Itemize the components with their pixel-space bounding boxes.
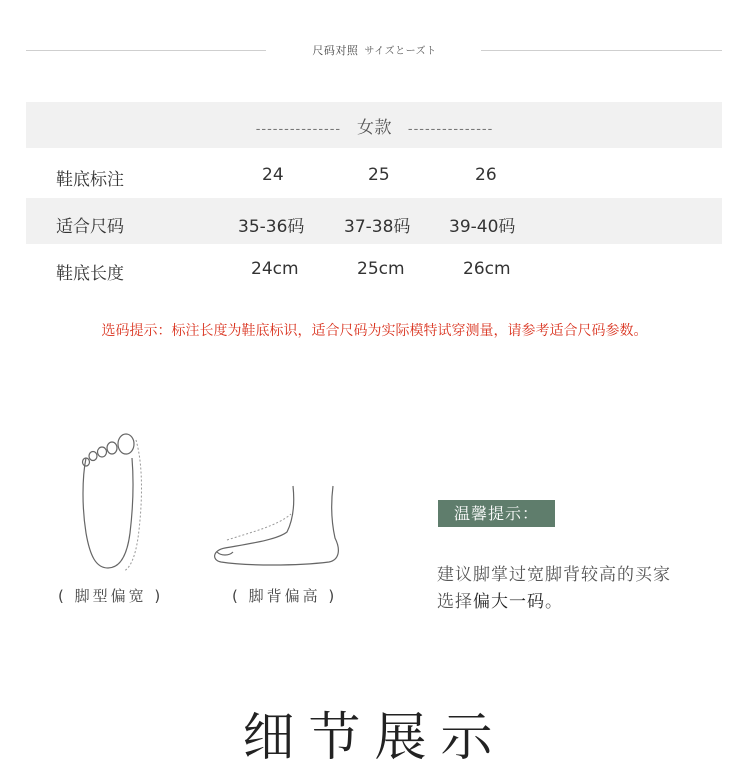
wide-foot-caption: ( 脚型偏宽 ) bbox=[58, 587, 164, 605]
cell-fit-size-2: 37-38码 bbox=[344, 217, 411, 237]
size-selection-notice: 选码提示：标注长度为鞋底标识，适合尺码为实际模特试穿测量，请参考适合尺码参数。 bbox=[101, 323, 648, 339]
high-instep-caption: ( 脚背偏高 ) bbox=[232, 587, 338, 605]
cell-fit-size-1: 35-36码 bbox=[238, 217, 305, 237]
wide-foot-icon bbox=[72, 428, 152, 573]
tip-line-2-prefix: 选择 bbox=[437, 592, 473, 612]
section-dashes-right: --------------- bbox=[407, 122, 494, 137]
section-title bbox=[0, 113, 749, 138]
section-dashes-left: --------------- bbox=[255, 122, 342, 137]
tip-badge: 温馨提示： bbox=[438, 500, 555, 527]
row-label-fit-size: 适合尺码 bbox=[56, 217, 124, 237]
section-title-text: 女款 bbox=[357, 118, 392, 138]
high-instep-foot-icon bbox=[207, 480, 342, 570]
tip-line-2 bbox=[437, 587, 563, 612]
size-chart-heading bbox=[0, 42, 749, 58]
tip-line-2-emphasis: 偏大一码 bbox=[473, 592, 545, 612]
cell-sole-mark-3: 26 bbox=[475, 165, 497, 185]
row-label-sole-length: 鞋底长度 bbox=[56, 264, 124, 284]
size-chart-title: 尺码对照 bbox=[312, 44, 359, 57]
cell-sole-length-3: 26cm bbox=[463, 259, 511, 279]
cell-sole-length-1: 24cm bbox=[251, 259, 299, 279]
cell-sole-mark-1: 24 bbox=[262, 165, 284, 185]
row-label-sole-mark: 鞋底标注 bbox=[56, 170, 124, 190]
tip-line-1: 建议脚掌过宽脚背较高的买家 bbox=[437, 565, 671, 585]
cell-sole-length-2: 25cm bbox=[357, 259, 405, 279]
cell-sole-mark-2: 25 bbox=[368, 165, 390, 185]
size-chart-title-jp: サイズとーズト bbox=[364, 46, 437, 57]
cell-fit-size-3: 39-40码 bbox=[449, 217, 516, 237]
details-heading: 细节展示 bbox=[242, 708, 507, 768]
tip-line-2-suffix: 。 bbox=[545, 592, 563, 612]
